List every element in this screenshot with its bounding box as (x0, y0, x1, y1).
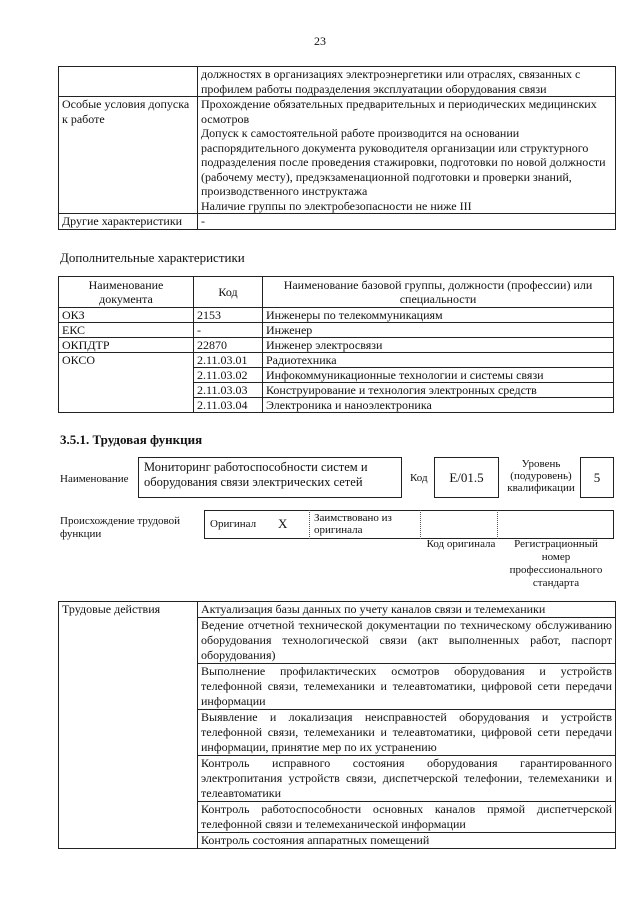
header-name: Наименование базовой группы, должности (профессии) или специальности (263, 277, 614, 308)
qualification-table (58, 66, 616, 230)
level-value: 5 (580, 457, 614, 498)
original-mark: X (278, 516, 288, 531)
special-conditions-cell (198, 97, 616, 214)
row-name: Инфокоммуникационные технологии и системы связи (263, 368, 614, 383)
condition-item: Допуск к самостоятельной работе производится на основании распорядительного документа руководителя организации или структурного подразделения после проведения стажировки, подготовки по новой должности (рабочему месту), предэкзаменационной подготовки и проверки знаний, производственного инструктажа (201, 126, 606, 198)
row-doc: ЕКС (59, 323, 194, 338)
reg-number-label: Регистрационный номер профессионального стандарта (509, 538, 603, 589)
labor-actions-label: Трудовые действия (59, 602, 198, 849)
row-name: Инженер электросвязи (263, 338, 614, 353)
row-name: Электроника и наноэлектроника (263, 398, 614, 413)
labor-action-item: Ведение отчетной технической документации по техническому обслуживанию оборудования технологической связи (акт выполненных работ, паспорт оборудования) (198, 618, 616, 664)
row-code: 2153 (194, 308, 263, 323)
labor-actions-table (58, 601, 616, 849)
function-code: E/01.5 (434, 457, 499, 498)
labor-action-item: Выявление и локализация неисправностей оборудования и устройств телефонной связи, телемеханики и телеавтоматики, цифровой сети передачи информации, принятие мер по их устранению (198, 710, 616, 756)
code-label: Код (410, 472, 428, 484)
special-conditions-label: Особые условия допуска к работе (59, 97, 198, 214)
borrowed-label: Заимствовано из оригинала (314, 512, 392, 536)
other-characteristics-label: Другие характеристики (59, 214, 198, 230)
additional-title: Дополнительные характеристики (60, 250, 245, 265)
labor-action-item: Контроль работоспособности основных каналов прямой диспетчерской телефонной связи и телемеханической информации (198, 802, 616, 833)
function-title: 3.5.1. Трудовая функция (60, 432, 203, 447)
row-code: 2.11.03.02 (194, 368, 263, 383)
row-name: Инженеры по телекоммуникациям (263, 308, 614, 323)
labor-action-item: Контроль состояния аппаратных помещений (198, 833, 616, 849)
original-label: Оригинал (210, 518, 257, 530)
labor-action-item: Контроль исправного состояния оборудования гарантированного электропитания устройств связи, диспетчерской телефонии, телемеханики и телеавтоматики (198, 756, 616, 802)
origin-divider (497, 510, 498, 539)
origin-label: Происхождение трудовой функции (60, 515, 181, 540)
table-row (59, 308, 614, 323)
row-name: Инженер (263, 323, 614, 338)
origin-divider (309, 510, 310, 539)
continuation-text: должностях в организациях электроэнергетики или отраслях, связанных с профилем работы подразделения эксплуатации оборудования связи (198, 67, 616, 97)
function-name: Мониторинг работоспособности систем и оборудования связи электрических сетей (138, 457, 402, 498)
row-doc: ОКСО (59, 353, 194, 413)
row-code: 2.11.03.04 (194, 398, 263, 413)
row-name: Конструирование и технология электронных средств (263, 383, 614, 398)
header-doc: Наименование документа (59, 277, 194, 308)
labor-action-item: Выполнение профилактических осмотров оборудования и устройств телефонной связи, телемеханики и телеавтоматики, цифровой сети передачи информации (198, 664, 616, 710)
page-number: 23 (314, 34, 326, 48)
code-original-label: Код оригинала (426, 538, 496, 550)
row-name: Радиотехника (263, 353, 614, 368)
other-characteristics-value: - (198, 214, 616, 230)
name-label: Наименование (60, 473, 129, 485)
condition-item: Прохождение обязательных предварительных и периодических медицинских осмотров (201, 97, 597, 126)
row-doc: ОКПДТР (59, 338, 194, 353)
table-row (59, 353, 614, 368)
additional-table (58, 276, 614, 413)
origin-divider (420, 510, 421, 539)
table-row (59, 338, 614, 353)
labor-action-item: Актуализация базы данных по учету каналов связи и телемеханики (198, 602, 616, 618)
table-row (59, 323, 614, 338)
row-code: 2.11.03.03 (194, 383, 263, 398)
row-doc: ОКЗ (59, 308, 194, 323)
row-code: - (194, 323, 263, 338)
row-code: 22870 (194, 338, 263, 353)
level-label: Уровень (подуровень) квалификации (507, 458, 575, 494)
condition-item: Наличие группы по электробезопасности не ниже III (201, 198, 472, 213)
header-code: Код (194, 277, 263, 308)
row-code: 2.11.03.01 (194, 353, 263, 368)
